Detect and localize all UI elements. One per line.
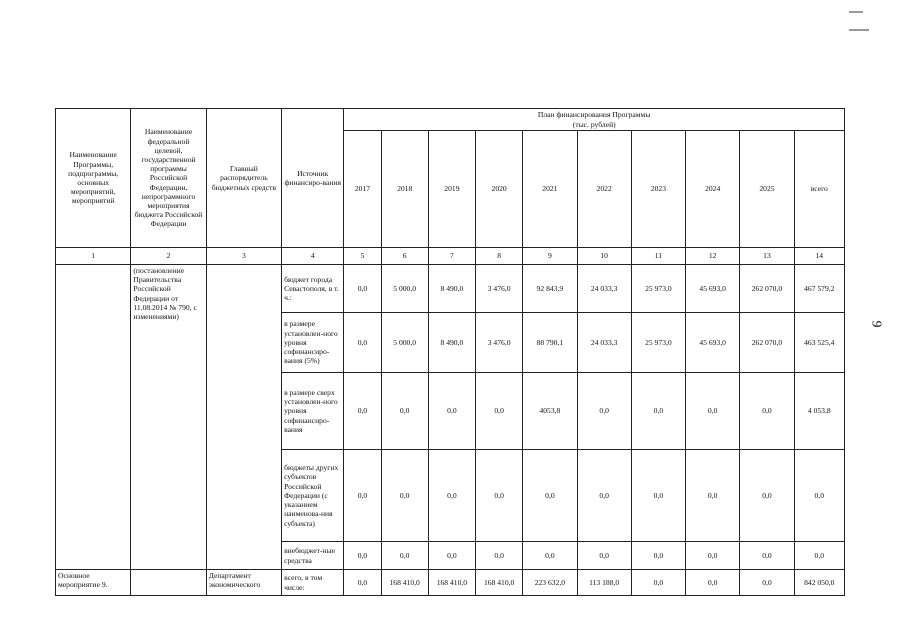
value-cell: 8 490,0 xyxy=(428,313,475,373)
col-number: 7 xyxy=(428,248,475,265)
value-cell: 24 033,3 xyxy=(577,313,631,373)
header-col2: Наименование федеральной целевой, государственной программы Российской Федерации, непрограммного мероприятия бюджета Российской Федерации xyxy=(131,109,206,248)
value-cell: 25 973,0 xyxy=(631,313,685,373)
value-cell: 467 579,2 xyxy=(794,265,844,313)
value-cell: 0,0 xyxy=(476,373,523,450)
financing-plan-table xyxy=(55,108,845,596)
table-row xyxy=(56,265,845,313)
source-cell: внебюджет-ные средства xyxy=(282,542,344,570)
value-cell: 0,0 xyxy=(631,450,685,542)
value-cell: 262 070,0 xyxy=(740,265,794,313)
value-cell: 0,0 xyxy=(686,373,740,450)
source-cell: всего, в том числе: xyxy=(282,570,344,596)
value-cell: 0,0 xyxy=(381,542,428,570)
column-number-row xyxy=(56,248,845,265)
col-number: 9 xyxy=(523,248,577,265)
value-cell: 0,0 xyxy=(428,542,475,570)
value-cell: 0,0 xyxy=(381,450,428,542)
year-header: 2019 xyxy=(428,131,475,248)
block1-col3 xyxy=(206,265,281,570)
year-header: 2024 xyxy=(686,131,740,248)
value-cell: 0,0 xyxy=(686,450,740,542)
col-number: 4 xyxy=(282,248,344,265)
value-cell: 45 693,0 xyxy=(686,265,740,313)
value-cell: 0,0 xyxy=(476,542,523,570)
value-cell: 0,0 xyxy=(686,570,740,596)
value-cell: 25 973,0 xyxy=(631,265,685,313)
source-cell: бюджеты других субъектов Российской Федерации (с указанием наименова-ния субъекта) xyxy=(282,450,344,542)
value-cell: 3 476,0 xyxy=(476,313,523,373)
col-number: 13 xyxy=(740,248,794,265)
value-cell: 113 188,0 xyxy=(577,570,631,596)
value-cell: 223 632,0 xyxy=(523,570,577,596)
value-cell: 0,0 xyxy=(577,373,631,450)
value-cell: 0,0 xyxy=(794,542,844,570)
value-cell: 168 410,0 xyxy=(381,570,428,596)
value-cell: 4 053,8 xyxy=(794,373,844,450)
responsible-department: Департамент экономического xyxy=(206,570,281,596)
value-cell: 463 525,4 xyxy=(794,313,844,373)
value-cell: 262 070,0 xyxy=(740,313,794,373)
block1-col1 xyxy=(56,265,131,570)
value-cell: 3 476,0 xyxy=(476,265,523,313)
value-cell: 4053,8 xyxy=(523,373,577,450)
value-cell: 168 410,0 xyxy=(428,570,475,596)
col-number: 12 xyxy=(686,248,740,265)
col-number: 11 xyxy=(631,248,685,265)
year-header: 2025 xyxy=(740,131,794,248)
value-cell: 24 033,3 xyxy=(577,265,631,313)
year-header: 2023 xyxy=(631,131,685,248)
header-row-1 xyxy=(56,109,845,131)
col-number: 3 xyxy=(206,248,281,265)
value-cell: 0,0 xyxy=(344,373,381,450)
year-header: 2017 xyxy=(344,131,381,248)
value-cell: 0,0 xyxy=(428,450,475,542)
scan-edge-marks xyxy=(837,0,883,3)
source-cell: в размере сверх установлен-ного уровня софинансиро-вания xyxy=(282,373,344,450)
col-number: 14 xyxy=(794,248,844,265)
value-cell: 45 693,0 xyxy=(686,313,740,373)
value-cell: 0,0 xyxy=(794,450,844,542)
value-cell: 168 410,0 xyxy=(476,570,523,596)
value-cell: 842 050,0 xyxy=(794,570,844,596)
value-cell: 0,0 xyxy=(428,373,475,450)
value-cell: 0,0 xyxy=(344,542,381,570)
value-cell: 88 790,1 xyxy=(523,313,577,373)
value-cell: 0,0 xyxy=(631,373,685,450)
year-header: 2020 xyxy=(476,131,523,248)
value-cell: 92 843,9 xyxy=(523,265,577,313)
value-cell: 0,0 xyxy=(631,570,685,596)
main-activity-name: Основное мероприятие 9. xyxy=(56,570,131,596)
value-cell: 0,0 xyxy=(631,542,685,570)
value-cell: 0,0 xyxy=(577,542,631,570)
col-number: 2 xyxy=(131,248,206,265)
value-cell: 0,0 xyxy=(523,542,577,570)
value-cell: 0,0 xyxy=(740,570,794,596)
header-col4: Источник финансиро-вания xyxy=(282,109,344,248)
col-number: 8 xyxy=(476,248,523,265)
value-cell: 0,0 xyxy=(577,450,631,542)
value-cell: 0,0 xyxy=(344,570,381,596)
value-cell: 0,0 xyxy=(740,450,794,542)
plan-title: План финансирования Программы xyxy=(537,110,651,120)
value-cell: 0,0 xyxy=(740,373,794,450)
plan-units: (тыс. рублей) xyxy=(572,119,616,129)
table-row xyxy=(56,570,845,596)
col-number: 10 xyxy=(577,248,631,265)
value-cell: 0,0 xyxy=(344,450,381,542)
year-header: всего xyxy=(794,131,844,248)
source-cell: в размере установлен-ного уровня софинансиро-вания (5%) xyxy=(282,313,344,373)
value-cell: 0,0 xyxy=(344,313,381,373)
block1-program-ref: (постановление Правительства Российской Федерации от 11.08.2014 № 790, с изменениями) xyxy=(131,265,206,570)
block2-col2 xyxy=(131,570,206,596)
value-cell: 0,0 xyxy=(740,542,794,570)
col-number: 1 xyxy=(56,248,131,265)
source-cell: бюджет города Севастополя, в т. ч.: xyxy=(282,265,344,313)
value-cell: 0,0 xyxy=(476,450,523,542)
value-cell: 0,0 xyxy=(381,373,428,450)
value-cell: 0,0 xyxy=(686,542,740,570)
value-cell: 0,0 xyxy=(344,265,381,313)
page-number: 9 xyxy=(868,320,884,328)
value-cell: 5 000,0 xyxy=(381,313,428,373)
col-number: 5 xyxy=(344,248,381,265)
value-cell: 0,0 xyxy=(523,450,577,542)
year-header: 2022 xyxy=(577,131,631,248)
header-col3: Главный распорядитель бюджетных средств xyxy=(206,109,281,248)
year-header: 2018 xyxy=(381,131,428,248)
value-cell: 5 000,0 xyxy=(381,265,428,313)
col-number: 6 xyxy=(381,248,428,265)
year-header: 2021 xyxy=(523,131,577,248)
header-col1: Наименование Программы, подпрограммы, основных мероприятий, мероприятий xyxy=(56,109,131,248)
value-cell: 8 490,0 xyxy=(428,265,475,313)
plan-header xyxy=(344,109,845,131)
